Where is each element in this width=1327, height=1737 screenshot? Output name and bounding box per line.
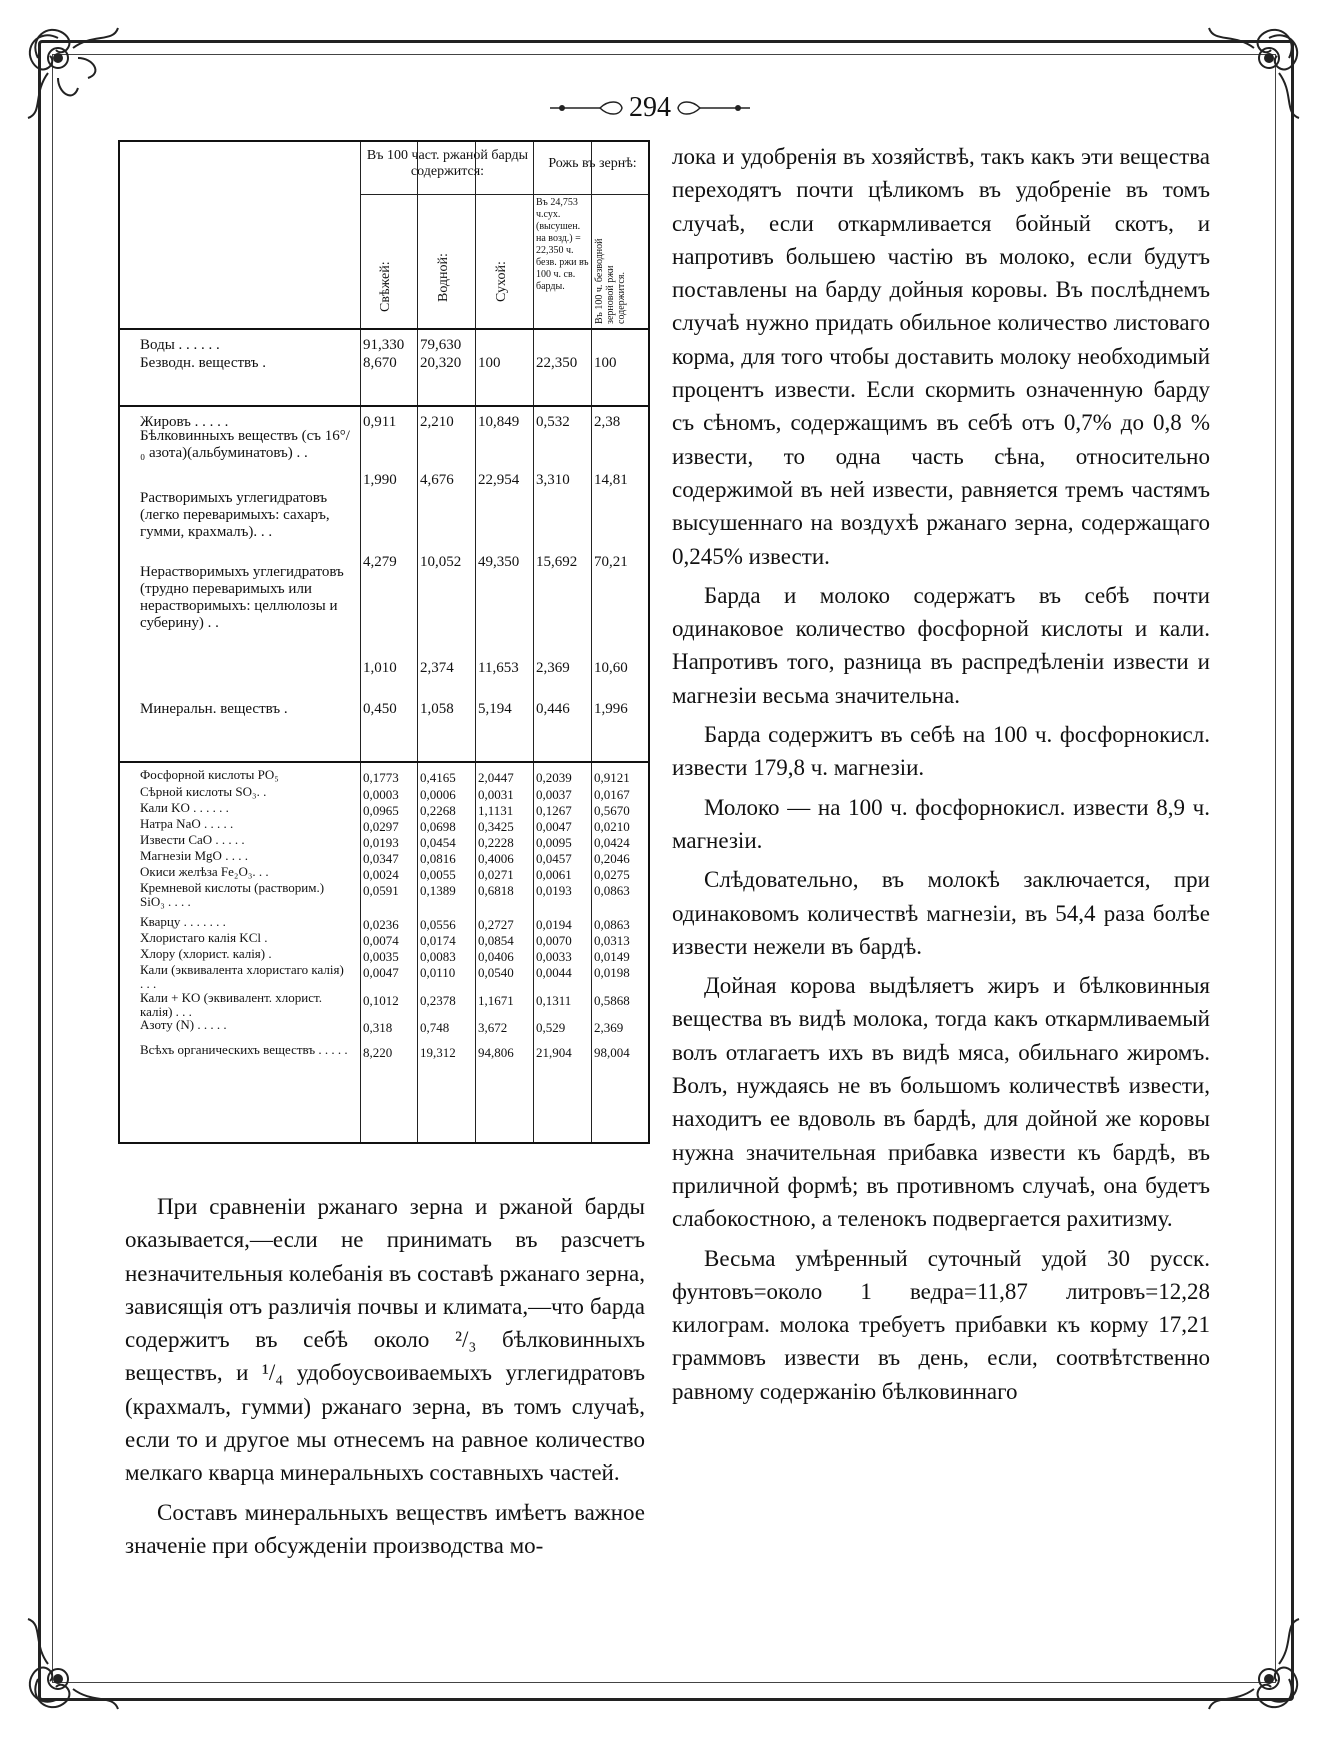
table-cell: 0,0457 xyxy=(536,851,572,866)
table-cell: 0,0095 xyxy=(536,835,572,850)
table-cell: 0,532 xyxy=(536,414,570,430)
table-cell: 0,0044 xyxy=(536,965,572,980)
table-cell: 0,1012 xyxy=(363,993,399,1008)
table-cell: 1,1671 xyxy=(478,993,514,1008)
table-cell: 15,692 xyxy=(536,554,578,570)
table-cell: 20,320 xyxy=(420,355,462,371)
table-cell: 0,0003 xyxy=(363,787,399,802)
table-cell: 0,0347 xyxy=(363,851,399,866)
table-cell: 0,0424 xyxy=(594,835,630,850)
table-cell: 79,630 xyxy=(420,337,462,353)
table-cell: 0,0271 xyxy=(478,867,514,882)
col-header-water: Водной: xyxy=(436,253,451,302)
table-cell: 4,279 xyxy=(363,554,397,570)
table-cell: 2,374 xyxy=(420,660,454,676)
table-cell: 0,0167 xyxy=(594,787,630,802)
flourish-right-icon xyxy=(675,100,750,116)
paragraph: лока и удобренія въ хозяйствѣ, такъ какъ эти вещества переходятъ почти цѣликомъ въ удобреніе въ томъ случаѣ, если откармливается бойный скотъ, и напротивъ большею частію въ молоко, если будутъ поставлены на барду дойныя коровы. Въ послѣднемъ случаѣ нужно придать обильное количество листоваго корма, для того чтобы доставить молоку необходимый процентъ извести. Если скормить означенную барду съ сѣномъ, содержащимъ въ себѣ отъ 0,7% до 0,8 % извести, то одна часть сѣна, относительно содержимой въ ней извести, равняется тремъ частямъ высушеннаго на воздухѣ ржанаго зерна, содержащаго 0,245% извести. xyxy=(672,144,1210,569)
table-cell: 2,210 xyxy=(420,414,454,430)
paragraph: Весьма умѣренный суточный удой 30 русск. фунтовъ=около 1 ведра=11,87 литровъ=12,28 килограм. молока требуетъ прибавки къ корму 17,21 граммовъ извести въ день, если, соотвѣтственно равному содержанію бѣлковиннаго xyxy=(672,1245,1210,1404)
row-label: Жировъ . . . . . xyxy=(140,414,229,430)
table-cell: 1,990 xyxy=(363,472,397,488)
table-cell: 0,911 xyxy=(363,414,397,430)
table-cell: 98,004 xyxy=(594,1045,630,1060)
table-cell: 0,0454 xyxy=(420,835,456,850)
table-cell: 0,2228 xyxy=(478,835,514,850)
table-cell: 2,0447 xyxy=(478,770,514,785)
table-cell: 0,318 xyxy=(363,1020,393,1035)
col-header-fresh: Свѣжей: xyxy=(378,261,393,312)
table-cell: 0,0174 xyxy=(420,933,456,948)
table-cell: 0,0083 xyxy=(420,949,456,964)
table-cell: 70,21 xyxy=(594,554,628,570)
paragraph: Дойная корова выдѣляетъ жиръ и бѣлковинныя вещества въ видѣ молока, тогда какъ откармливаемый волъ отлагаетъ ихъ въ видѣ мяса, обильнаго жиромъ. Волъ, нуждаясь не въ большомъ количествѣ извести, находитъ ее вдоволь въ бардѣ, для дойной же коровы нужна значительная прибавка извести къ бардѣ, въ приличной формѣ; въ противномъ случаѣ, она будетъ слабокостною, а теленокъ подвергается рахитизму. xyxy=(672,973,1210,1232)
col-header-grain-a: Въ 24,753 ч.сух.(высушен. на возд.) = 22,350 ч. безв. ржи въ 100 ч. св. барды. xyxy=(536,197,589,292)
row-label: Извести CaO . . . . . xyxy=(140,832,245,847)
table-cell: 0,2046 xyxy=(594,851,630,866)
table-cell: 1,058 xyxy=(420,701,454,717)
table-cell: 2,369 xyxy=(536,660,570,676)
table-cell: 8,670 xyxy=(363,355,397,371)
right-text-block xyxy=(672,140,1210,1408)
table-cell: 0,0854 xyxy=(478,933,514,948)
page-number xyxy=(530,90,770,124)
table-cell: 0,0193 xyxy=(536,883,572,898)
row-label: Нерастворимыхъ углегидратовъ (трудно переваримыхъ или нерастворимыхъ: целлюлозы и суберину) . . xyxy=(140,564,344,631)
paragraph: Барда содержитъ въ себѣ на 100 ч. фосфорнокисл. извести 179,8 ч. магнезіи. xyxy=(672,722,1210,781)
header-fresh-barda: Въ 100 част. ржаной барды содержится: xyxy=(366,148,529,179)
table-cell: 0,0149 xyxy=(594,949,630,964)
table-cell: 0,1389 xyxy=(420,883,456,898)
table-cell: 0,0236 xyxy=(363,917,399,932)
corner-ornament-icon xyxy=(18,1609,128,1719)
row-label: Растворимыхъ углегидратовъ (легко переваримыхъ: сахаръ, гумми, крахмалъ). . . xyxy=(140,490,330,540)
row-label: Азоту (N) . . . . . xyxy=(140,1017,227,1032)
table-cell: 10,60 xyxy=(594,660,628,676)
table-cell: 0,1311 xyxy=(536,993,572,1008)
table-cell: 10,052 xyxy=(420,554,462,570)
table-cell: 100 xyxy=(478,355,501,371)
paragraph: При сравненіи ржанаго зерна и ржаной барды оказывается,—если не принимать въ разсчетъ незначительныя колебанія въ составѣ ржанаго зерна, зависящія отъ различія почвы и климата,—что барда содержитъ въ себѣ около ²/₃ бѣлковинныхъ веществъ, и ¹/₄ удобоусвоиваемыхъ углегидратовъ (крахмалъ, гумми) ржанаго зерна, въ томъ случаѣ, если то и другое мы отнесемъ на равное количество мелкаго кварца минеральныхъ составныхъ частей. xyxy=(125,1194,645,1486)
table-cell: 0,0035 xyxy=(363,949,399,964)
table-cell: 0,0210 xyxy=(594,819,630,834)
table-cell: 0,748 xyxy=(420,1020,450,1035)
header-grain: Рожь въ зернѣ: xyxy=(548,156,637,171)
table-cell: 0,0074 xyxy=(363,933,399,948)
paragraph: Барда и молоко содержатъ въ себѣ почти одинаковое количество фосфорной кислоты и кали. Напротивъ того, разница въ распредѣленіи извести и магнезіи весьма значительна. xyxy=(672,582,1210,708)
table-cell: 0,450 xyxy=(363,701,397,717)
table-cell: 94,806 xyxy=(478,1045,514,1060)
table-cell: 22,350 xyxy=(536,355,578,371)
table-cell: 0,0047 xyxy=(536,819,572,834)
table-cell: 0,3425 xyxy=(478,819,514,834)
table-cell: 1,996 xyxy=(594,701,628,717)
table-cell: 0,0047 xyxy=(363,965,399,980)
row-label: Хлористаго калія KCl . xyxy=(140,930,268,945)
table-cell: 3,310 xyxy=(536,472,570,488)
table-cell: 0,0540 xyxy=(478,965,514,980)
table-cell: 2,38 xyxy=(594,414,621,430)
table-cell: 0,9121 xyxy=(594,770,630,785)
table-cell: 19,312 xyxy=(420,1045,456,1060)
table-cell: 11,653 xyxy=(478,660,519,676)
row-label: Воды . . . . . . xyxy=(140,337,220,353)
table-cell: 49,350 xyxy=(478,554,520,570)
col-header-grain-b: Въ 100 ч. безводной зерновой ржи содержится. xyxy=(594,238,627,324)
table-cell: 1,1131 xyxy=(478,803,514,818)
table-cell: 22,954 xyxy=(478,472,520,488)
row-label: Минеральн. веществъ . xyxy=(140,701,288,717)
table-cell: 1,010 xyxy=(363,660,397,676)
table-cell: 0,0037 xyxy=(536,787,572,802)
table-cell: 10,849 xyxy=(478,414,520,430)
composition-table xyxy=(118,140,650,1144)
table-cell: 8,220 xyxy=(363,1045,393,1060)
table-cell: 0,0591 xyxy=(363,883,399,898)
table-cell: 0,2268 xyxy=(420,803,456,818)
table-cell: 0,0006 xyxy=(420,787,456,802)
table-cell: 0,0061 xyxy=(536,867,572,882)
table-cell: 0,0816 xyxy=(420,851,456,866)
table-cell: 91,330 xyxy=(363,337,405,353)
table-cell: 0,0406 xyxy=(478,949,514,964)
table-cell: 3,672 xyxy=(478,1020,508,1035)
row-label: Окиси желѣза Fe₂O₃. . . xyxy=(140,864,269,879)
table-cell: 0,529 xyxy=(536,1020,566,1035)
page-number-text: 294 xyxy=(629,92,671,123)
table-cell: 5,194 xyxy=(478,701,512,717)
row-label: Кварцу . . . . . . . xyxy=(140,914,226,929)
corner-ornament-icon xyxy=(18,18,128,128)
corner-ornament-icon xyxy=(1199,18,1309,128)
table-cell: 0,4006 xyxy=(478,851,514,866)
table-cell: 0,0275 xyxy=(594,867,630,882)
table-cell: 4,676 xyxy=(420,472,454,488)
table-cell: 0,0193 xyxy=(363,835,399,850)
table-cell: 0,1267 xyxy=(536,803,572,818)
table-cell: 0,0556 xyxy=(420,917,456,932)
table-cell: 0,0070 xyxy=(536,933,572,948)
row-label: Кремневой кислоты (растворим.) SiO₃ . . . . xyxy=(140,880,325,909)
row-label: Бѣлковинныхъ веществъ (съ 16°/₀ азота)(альбуминатовъ) . . xyxy=(140,428,350,461)
flourish-left-icon xyxy=(550,100,625,116)
table-cell: 2,369 xyxy=(594,1020,624,1035)
table-cell: 0,446 xyxy=(536,701,570,717)
row-label: Всѣхъ органическихъ веществъ . . . . . xyxy=(140,1042,348,1057)
table-cell: 0,5670 xyxy=(594,803,630,818)
col-header-dry: Сухой: xyxy=(494,261,509,302)
table-cell: 14,81 xyxy=(594,472,628,488)
row-label: Хлору (хлорист. калія) . xyxy=(140,946,272,961)
row-label: Фосфорной кислоты PO₅ xyxy=(140,767,279,782)
table-cell: 0,0031 xyxy=(478,787,514,802)
table-cell: 0,0055 xyxy=(420,867,456,882)
table-cell: 0,6818 xyxy=(478,883,514,898)
table-cell: 0,1773 xyxy=(363,770,399,785)
table-cell: 0,0024 xyxy=(363,867,399,882)
row-label: Магнезіи MgO . . . . xyxy=(140,848,248,863)
table-cell: 0,0194 xyxy=(536,917,572,932)
table-cell: 0,0698 xyxy=(420,819,456,834)
row-label: Кали KO . . . . . . xyxy=(140,800,229,815)
table-cell: 0,2378 xyxy=(420,993,456,1008)
table-cell: 0,2039 xyxy=(536,770,572,785)
table-cell: 0,2727 xyxy=(478,917,514,932)
row-label: Сѣрной кислоты SO₃. . xyxy=(140,784,267,799)
table-cell: 0,0297 xyxy=(363,819,399,834)
table-cell: 0,0965 xyxy=(363,803,399,818)
paragraph: Слѣдовательно, въ молокѣ заключается, при одинаковомъ количествѣ магнезіи, въ 54,4 раза болѣе извести нежели въ бардѣ. xyxy=(672,867,1210,959)
row-label: Кали (эквивалента хлористаго калія) . . . xyxy=(140,962,344,991)
row-label: Натра NaO . . . . . xyxy=(140,816,234,831)
paragraph: Молоко — на 100 ч. фосфорнокисл. извести 8,9 ч. магнезіи. xyxy=(672,794,1210,853)
table-cell: 0,5868 xyxy=(594,993,630,1008)
table-cell: 0,0033 xyxy=(536,949,572,964)
table-cell: 0,0863 xyxy=(594,917,630,932)
table-cell: 0,0110 xyxy=(420,965,456,980)
table-cell: 0,0313 xyxy=(594,933,630,948)
table-cell: 0,0198 xyxy=(594,965,630,980)
table-cell: 0,0863 xyxy=(594,883,630,898)
table-cell: 100 xyxy=(594,355,617,371)
table-cell: 21,904 xyxy=(536,1045,572,1060)
row-label: Безводн. веществъ . xyxy=(140,355,266,371)
row-label: Кали + KO (эквивалент. хлорист. калія) . . . xyxy=(140,990,322,1019)
corner-ornament-icon xyxy=(1199,1609,1309,1719)
paragraph: Составъ минеральныхъ веществъ имѣетъ важное значеніе при обсужденіи производства мо- xyxy=(125,1499,645,1558)
table-cell: 0,4165 xyxy=(420,770,456,785)
left-text-block xyxy=(125,1190,645,1562)
